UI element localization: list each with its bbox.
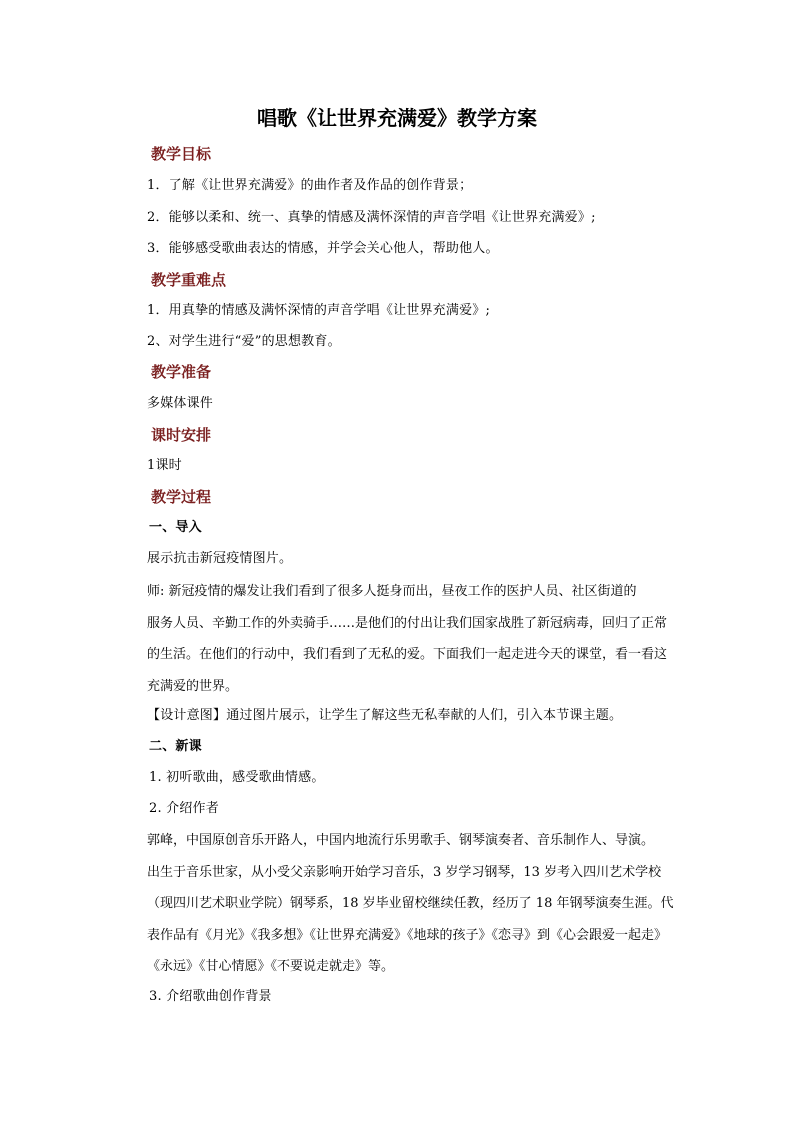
intro-paragraph-line: 师: 新冠疫情的爆发让我们看到了很多人挺身而出，昼夜工作的医护人员、社区街道的 bbox=[147, 584, 637, 599]
subheading-new-lesson: 二、新课 bbox=[149, 739, 202, 754]
bio-paragraph-line: 《永远》《甘心情愿》《不要说走就走》等。 bbox=[147, 959, 395, 974]
intro-paragraph-line: 的生活。在他们的行动中，我们看到了无私的爱。下面我们一起走进今天的课堂，看一看这 bbox=[147, 647, 668, 662]
step-1: 1. 初听歌曲，感受歌曲情感。 bbox=[149, 770, 325, 785]
subheading-intro: 一、导入 bbox=[149, 520, 202, 535]
document-title: 唱歌《让世界充满爱》教学方案 bbox=[257, 106, 537, 130]
design-intent: 【设计意图】通过图片展示，让学生了解这些无私奉献的人们，引入本节课主题。 bbox=[147, 708, 623, 723]
preparation-text: 多媒体课件 bbox=[147, 396, 214, 411]
key-point-item-1: 1．用真挚的情感及满怀深情的声音学唱《让世界充满爱》; bbox=[147, 303, 491, 318]
bio-paragraph-line: 表作品有《月光》《我多想》《让世界充满爱》《地球的孩子》《恋寻》到《心会跟爱一起走》 bbox=[147, 927, 668, 943]
heading-schedule: 课时安排 bbox=[151, 426, 212, 444]
intro-paragraph bbox=[147, 576, 687, 702]
step-2: 2. 介绍作者 bbox=[149, 801, 219, 816]
intro-paragraph-line: 充满爱的世界。 bbox=[147, 678, 239, 694]
intro-line: 展示抗击新冠疫情图片。 bbox=[147, 551, 293, 566]
bio-paragraph bbox=[147, 825, 687, 983]
objective-item-2: 2．能够以柔和、统一、真挚的情感及满怀深情的声音学唱《让世界充满爱》; bbox=[147, 210, 596, 225]
heading-preparation: 教学准备 bbox=[151, 363, 212, 381]
intro-paragraph-line: 服务人员、辛勤工作的外卖骑手……是他们的付出让我们国家战胜了新冠病毒，回归了正常 bbox=[147, 615, 668, 631]
heading-process: 教学过程 bbox=[151, 488, 212, 506]
key-point-item-2: 2、对学生进行“爱”的思想教育。 bbox=[147, 334, 341, 349]
objective-item-1: 1．了解《让世界充满爱》的曲作者及作品的创作背景； bbox=[147, 178, 473, 193]
step-3: 3. 介绍歌曲创作背景 bbox=[149, 989, 272, 1004]
bio-paragraph-line: 郭峰，中国原创音乐开路人，中国内地流行乐男歌手、钢琴演奏者、音乐制作人、导演。 bbox=[147, 833, 655, 848]
heading-key-points: 教学重难点 bbox=[151, 271, 227, 289]
bio-paragraph-line: 出生于音乐世家，从小受父亲影响开始学习音乐，3 岁学习钢琴，13 岁考入四川艺术学校 bbox=[147, 864, 662, 880]
schedule-text: 1课时 bbox=[147, 458, 182, 473]
bio-paragraph-line: （现四川艺术职业学院）钢琴系，18 岁毕业留校继续任教，经历了 18 年钢琴演奏生涯。代 bbox=[147, 896, 674, 911]
objective-item-3: 3．能够感受歌曲表达的情感，并学会关心他人，帮助他人。 bbox=[147, 241, 499, 256]
heading-objectives: 教学目标 bbox=[151, 145, 212, 163]
